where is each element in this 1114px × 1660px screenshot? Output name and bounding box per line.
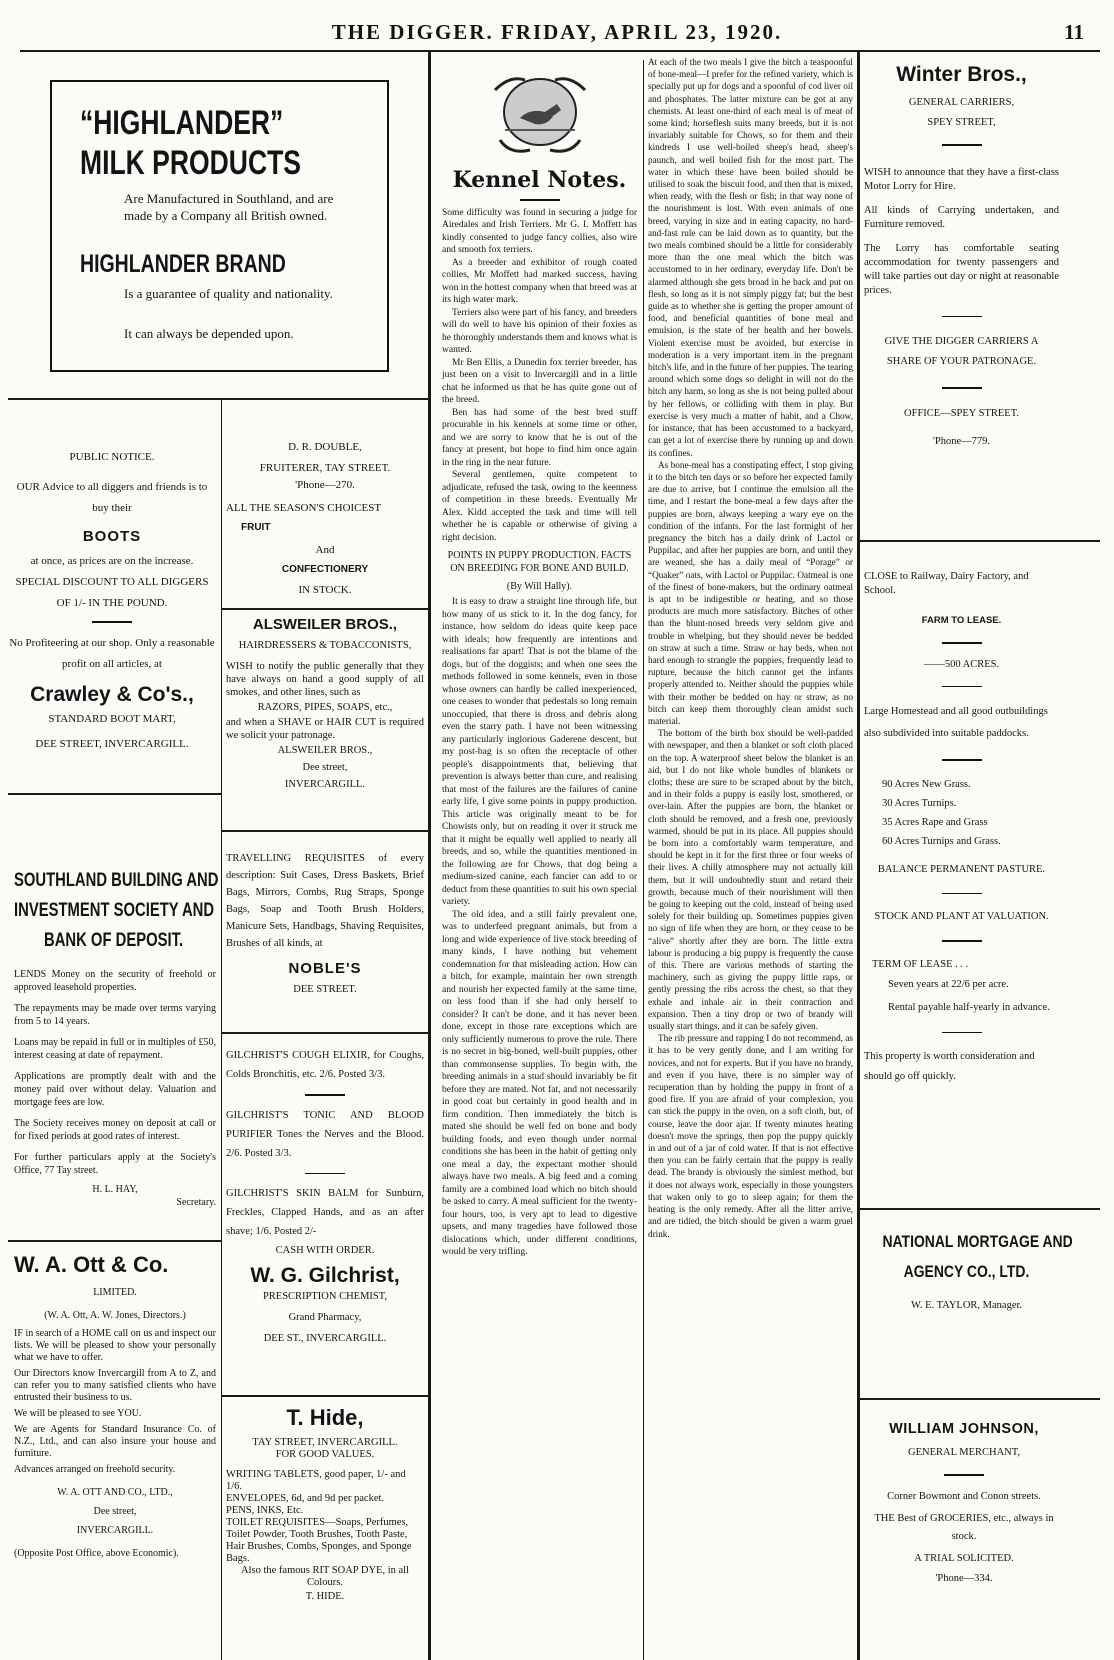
kennel-p8: The old idea, and a still fairly prevalent one, was to underfeed pregnant animals, but from a long and wide experience of live stock breeding of many kinds, I have nothing but vehement condemnation for that misleading action. How can a bitch, for example, maintain her own strength and nourish her expected family at the same time, on less food than if she had only herself to consider? It can't be done, and it has never been done, except in those rare exceptions which are only sufficiently numerous to prove the rule. There is no secret in big-boned, well-built puppies, other than commonsense supplies. To begin with, the breeding animals in a stud should invariably be fit before they are mated. Not fat, and not necessarily in good coat but certainly in good health and in firm condition. Then immediately the bitch is mated she should be well fed on bone and body building foods, and even though under normal conditions she has been in the habit of getting only one meal a day, the expectant mother should always have two meals. A big feed and a coming family are a combined load which no bitch should be asked to carry. A meal sufficient for the twenty-four hours, too, is very apt to lead to digestive upsets, and many tragedies have followed those dislocations which, under different conditions, would be very trifling. (442, 909, 637, 1257)
highlander-ad (50, 80, 389, 372)
crawley-mart: STANDARD BOOT MART, (48, 712, 176, 725)
winter-name: Winter Bros., (896, 63, 1027, 86)
kennel-p9: At each of the two meals I give the bitch a teaspoonful of bone-meal—I prefer for the refined variety, which is specially put up for dogs and a spoonful of cod liver oil and phosphates. The latter mixture can be got at any chemists. At least one-third of each meal is of meat of some kind; horseflesh suits many breeds, but it is not invariably suitable for Chows, so for them and their kindreds I use well-boiled sheep's head, sheep's paunch, and well boiled fish for the most part. The water in which these have been boiled should be utilised to soak the biscuit food, and then that is mixed, when ready, with the flesh or fish; in that way none of the nourishment is lost. With even animals of one breed, varying in size and in eating capacity, no hard-and-fast rule can be laid down as to quantity, but the two meals combined should be a little for considerably more than the one meal which the bitch was accustomed to in her ordinary, everyday life. Don't be alarmed although she gets broad in he back and put on flesh, so long as it is not simply piggy fat; but the best guide as to whether she is getting the proper amount of food, and beneficial quantities of bone meal and emulsion, is the state of her health and her bowels. Violent exercise must be avoided, but exercise in moderation is a very important item in the pregnant bitch's life, and in the future of her puppies. The tearing around which some dogs so delight in will not do the bitch any harm, so long as she is not being pulled about by her fellows, or colliding with them in play. But exercise is very much a matter of habit, and a Chow, for instance, that has been accustomed to a backyard, can get a lot of exercise there by running up and down its confines. (648, 57, 853, 458)
farm-ad (864, 570, 1059, 1087)
kennel-notes-continued (648, 56, 853, 1656)
southland-sign-title: Secretary. (176, 1197, 216, 1208)
alsweiler-trade: HAIRDRESSERS & TOBACCONISTS, (238, 640, 412, 651)
page-number: 11 (1064, 20, 1084, 44)
divider (944, 1474, 984, 1476)
kennel-subtitle: POINTS IN PUPPY PRODUCTION. FACTS ON BREEDING FOR BONE AND BUILD. (447, 550, 632, 574)
double-stock: IN STOCK. (298, 584, 352, 596)
gilchrist-cash: CASH WITH ORDER. (275, 1245, 375, 1256)
alsweiler-city: INVERCARGILL. (284, 779, 366, 790)
gilchrist-address: DEE ST., INVERCARGILL. (263, 1333, 387, 1344)
ott-p5: Advances arranged on freehold security. (14, 1464, 176, 1475)
section-rule (221, 1395, 428, 1397)
kennel-p12: The rib pressure and rapping I do not recommend, as it has to be very gently done, and I am writing for novices, and not for experts. But if you have no brandy, and even if you have, there is no simpler way of recuperation than by holding the puppy in front of a good fire. If you are afraid of your complexion, you can stick the puppy in the oven, on a soft cloth, but, of course, leave the door ajar. If twenty minutes heating doesn't move the springs, then pop the puppy quickly in and out of a jar of cold water. If that is not effective then you can be fairly certain that the puppy is really dead. The brandy is obviously the simlest method, but it does not always work, especially in those youngsters that waken only to go to sleep again; for them the heating is the only remedy. After all the litter arrive, and are tidied, the bitch should be given a warm gruel drink. (648, 1033, 853, 1239)
highlander-subtitle: MILK PRODUCTS (80, 144, 301, 182)
ott-street: Dee street, (93, 1506, 137, 1517)
ott-p2: Our Directors know Invercargill from A to Z, and can refer you to many satisfied clients who have entrusted their business to us. (14, 1368, 216, 1403)
highlander-depended: It can always be depended upon. (124, 326, 294, 341)
alsweiler-ad (226, 618, 424, 791)
double-ad (226, 440, 424, 598)
double-name: D. R. DOUBLE, (288, 441, 362, 453)
divider (942, 686, 982, 688)
hide-p5: Also the famous RIT SOAP DYE, in all Colours. (241, 1565, 409, 1588)
farm-homestead: Large Homestead and all good outbuildings also subdivided into suitable paddocks. (864, 706, 1048, 739)
column-rule (857, 52, 860, 1660)
divider (305, 1173, 345, 1175)
gilchrist-p1: GILCHRIST'S COUGH ELIXIR, for Coughs, Colds Bronchitis, etc. 2/6. Posted 3/3. (226, 1050, 424, 1080)
ott-name: W. A. Ott & Co. (14, 1252, 169, 1277)
divider (942, 940, 982, 942)
hide-values: FOR GOOD VALUES. (275, 1449, 375, 1460)
winter-p2: All kinds of Carrying undertaken, and Furniture removed. (864, 204, 1059, 230)
kennel-p1: Some difficulty was found in securing a judge for Airedales and Irish Terriers. Mr G. I. Moffett has kindly consented to judge fancy collies, also wire and smooth fox terriers. (442, 207, 637, 255)
kennel-p6: Several gentlemen, quite competent to adjudicate, refused the task, owing to the keenness of competition in these breeds. Eventually Mr Alex. Kidd accepted the task and time will tell whether he is capable or otherwise of giving a right decision. (442, 470, 637, 543)
double-season: ALL THE SEASON'S CHOICEST (226, 502, 382, 514)
column-rule (428, 52, 431, 1660)
farm-stock: STOCK AND PLANT AT VALUATION. (874, 911, 1049, 922)
southland-p5: The Society receives money on deposit at call or for fixed periods at good rates of interest. (14, 1118, 216, 1142)
section-rule (8, 398, 428, 400)
farm-worth: This property is worth consideration and should go off quickly. (864, 1051, 1035, 1082)
johnson-phone: 'Phone—334. (935, 1572, 993, 1584)
divider (942, 759, 982, 761)
farm-list-item: 30 Acres Turnips. (882, 797, 957, 809)
farm-acres: ——500 ACRES. (923, 658, 1000, 670)
double-fruit: FRUIT (241, 522, 271, 533)
kennel-p7: It is easy to draw a straight line through life, but how many of us stick to it. In the dog fancy, for instance, how seldom do ideas quite keep pace with ideals; how frequently are intentions and realisations far apart! That is not the blame of the dogs, but of the doggists; and when one sees the methods followed in some kennels, even in those whose owners can hardly be called inexperienced, one ceases to wonder that pedestals so long remain unoccupied, that there is dross and debris along even the starry path. I have not been witnessing any particularly inglorious Gaderene descent, but my post-bag is so often the receptacle of other people's disappointments that, believing that prevention is always better than cure, and realising that most of the failures are the failures of canine early life, I give some points in puppy production. This article was originally meant to be for Chowists only, but on reading it over it struck me that it might be equally well applied to nearly all breeds, and so, while the quantities mentioned in the following are for Chows, that dog being a medium-sized canine, each fancier can add to or deduct from these quantities to suit his own special variety. (442, 597, 637, 907)
winter-phone: 'Phone—779. (932, 435, 991, 447)
johnson-ad (864, 1422, 1064, 1586)
johnson-trade: GENERAL MERCHANT, (908, 1447, 1020, 1458)
johnson-trial: A TRIAL SOLICITED. (914, 1552, 1014, 1564)
ott-p4: We are Agents for Standard Insurance Co. of N.Z., Ltd., and can also insure your house and furniture. (14, 1424, 216, 1459)
divider (942, 144, 982, 146)
ott-limited: LIMITED. (93, 1287, 137, 1298)
winter-p3: The Lorry has comfortable seating accommodation for twenty passengers and will take parties out day or night at reasonable prices. (864, 242, 1059, 296)
farm-pasture: BALANCE PERMANENT PASTURE. (877, 863, 1046, 875)
ott-company: W. A. OTT AND CO., LTD., (57, 1487, 173, 1498)
kennel-p2: As a breeder and exhibitor of rough coated collies, Mr Moffett had marked success, having won in the hottest company when that breed was at its high water mark. (442, 257, 637, 305)
dog-illustration (485, 60, 595, 165)
alsweiler-name: ALSWEILER BROS., (252, 616, 398, 633)
southland-p6: For further particulars apply at the Society's Office, 77 Tay street. (14, 1152, 216, 1176)
ott-city: INVERCARGILL. (76, 1525, 154, 1536)
farm-title: FARM TO LEASE. (921, 615, 1002, 626)
divider (942, 1032, 982, 1034)
winter-office: OFFICE—SPEY STREET. (904, 407, 1019, 419)
hide-p4: TOILET REQUISITES—Soaps, Perfumes, Toilet Powder, Tooth Brushes, Tooth Paste, Hair Brushes, Combs, Sponges, and Sponge Bags. (226, 1517, 412, 1564)
southland-title-2: INVESTMENT SOCIETY AND (14, 900, 215, 921)
southland-p2: The repayments may be made over terms varying from 5 to 14 years. (14, 1003, 216, 1027)
double-and: And (315, 544, 335, 556)
southland-title-1: SOUTHLAND BUILDING AND (14, 870, 219, 891)
crawley-increase: at once, as prices are on the increase. (30, 555, 194, 567)
hide-ad (226, 1405, 424, 1603)
section-rule (221, 608, 428, 610)
section-rule (221, 830, 428, 832)
mortgage-title-2: AGENCY CO., LTD. (903, 1262, 1030, 1281)
mortgage-ad (864, 1232, 1073, 1311)
kennel-p10: As bone-meal has a constipating effect, I stop giving it to the bitch ten days or so before her expected family are due to arrive, but I continue the emulsion all the time, and I restart the bone-meal a few days after the puppies are born, always keeping a wary eye on the condition of the infants. For the last fortnight of her pregnancy the bitch has a daily drink of Lactol or Puppilac, and after her puppies are born, and until they are weaned, she has a daily meal of “Porage” or “Quaker” oats, with Lactol or Puppilac. Oatmeal is one of the finest of bone-makers, but the ordinary oatmeal is apt to be indigestible or heating, and so those products are much more satisfactory. Bitches of other than the blunt-nosed breeds very seldom give and trouble in whelping, but they should never be bedded on straw at such a time. Straw or hay beds, when not hard enough to strangle the puppies, frequently lead to rupture, because the bitch cannot get the infants properly attended to. Neither should the puppies while with their mother be bedded on hay or straw, as no bitch can keep them thoroughly clean amidst such material. (648, 459, 853, 726)
double-confectionery: CONFECTIONERY (281, 564, 369, 575)
crawley-ad (8, 450, 216, 752)
southland-sign: H. L. HAY, (92, 1184, 138, 1195)
kennel-p4: Mr Ben Ellis, a Dunedin fox terrier breeder, has just been on a visit to Invercargill and in a little chat he informed us that he has quite gone out of the breed. (442, 357, 637, 405)
winter-give-2: SHARE OF YOUR PATRONAGE. (886, 356, 1037, 367)
ott-directors: (W. A. Ott, A. W. Jones, Directors.) (44, 1310, 186, 1321)
gilchrist-trade: PRESCRIPTION CHEMIST, (262, 1291, 388, 1302)
ott-p1: IF in search of a HOME call on us and inspect our lists. We will be pleased to show your personally what we have to offer. (14, 1328, 216, 1363)
masthead-rule (20, 50, 1100, 52)
gilchrist-p2: GILCHRIST'S TONIC AND BLOOD PURIFIER Tones the Nerves and the Blood. 2/6. Posted 3/3. (226, 1109, 424, 1159)
crawley-discount: SPECIAL DISCOUNT TO ALL DIGGERS (15, 576, 209, 588)
kennel-p3: Terriers also were part of his fancy, and breeders will do well to have his opinion of their foxies as he thoroughly understands them and knows what is wanted. (442, 307, 637, 355)
divider (942, 893, 982, 895)
gilchrist-pharmacy: Grand Pharmacy, (288, 1312, 362, 1323)
mortgage-manager: W. E. TAYLOR, Manager. (910, 1300, 1023, 1311)
highlander-title: “HIGHLANDER” (80, 104, 284, 142)
gilchrist-name: W. G. Gilchrist, (250, 1264, 400, 1287)
section-rule (8, 1240, 221, 1242)
highlander-text: Are Manufactured in Southland, and are made by a Company all British owned. (124, 191, 334, 223)
hide-address: TAY STREET, INVERCARGILL. (252, 1437, 398, 1448)
divider (942, 387, 982, 389)
divider (520, 199, 560, 201)
farm-term: TERM OF LEASE . . . (872, 958, 969, 970)
southland-p1: LENDS Money on the security of freehold or approved leasehold properties. (14, 969, 216, 993)
alsweiler-street: Dee street, (302, 762, 348, 773)
farm-close: CLOSE to Railway, Dairy Factory, and School. (864, 571, 1029, 596)
divider (92, 621, 132, 623)
crawley-boots: BOOTS (82, 528, 142, 545)
southland-title-3: BANK OF DEPOSIT. (44, 930, 184, 951)
double-phone: 'Phone—270. (295, 479, 355, 491)
crawley-profiteering: No Profiteering at our shop. Only a reasonable profit on all articles, at (9, 636, 215, 670)
nobles-street: DEE STREET. (293, 984, 357, 995)
farm-list (882, 775, 1059, 851)
alsweiler-p3: and when a SHAVE or HAIR CUT is required we solicit your patronage. (226, 717, 424, 741)
farm-rental: Rental payable half-yearly in advance. (888, 1001, 1050, 1013)
gilchrist-p3: GILCHRIST'S SKIN BALM for Sunburn, Freckles, Clapped Hands, and as an after shave; 1/6. Posted 2/- (226, 1188, 424, 1237)
crawley-name: Crawley & Co's., (30, 682, 194, 706)
hide-p2: ENVELOPES, 6d, and 9d per packet. (226, 1493, 385, 1504)
johnson-best: THE Best of GROCERIES, etc., always in stock. (874, 1512, 1054, 1542)
hide-name: T. Hide, (286, 1405, 364, 1430)
winter-p1: WISH to announce that they have a first-class Motor Lorry for Hire. (864, 166, 1059, 192)
farm-list-item: 35 Acres Rape and Grass (882, 816, 988, 828)
divider (305, 1094, 345, 1096)
hide-sign: T. HIDE. (305, 1591, 345, 1602)
johnson-name: WILLIAM JOHNSON, (889, 1421, 1039, 1437)
ott-ad (14, 1252, 216, 1560)
winter-street: SPEY STREET, (927, 117, 996, 128)
divider (942, 316, 982, 318)
gilchrist-ad (226, 1046, 424, 1348)
column-rule (221, 398, 222, 1660)
kennel-notes (442, 60, 637, 1259)
farm-years: Seven years at 22/6 per acre. (888, 978, 1009, 990)
section-rule (8, 793, 221, 795)
crawley-discount-amount: OF 1/- IN THE POUND. (56, 597, 168, 609)
masthead (0, 0, 1114, 50)
southland-ad (14, 868, 219, 1209)
section-rule (860, 540, 1100, 542)
alsweiler-sign: ALSWEILER BROS., (277, 745, 373, 756)
kennel-title: Kennel Notes. (452, 167, 627, 193)
nobles-p1: TRAVELLING REQUISITES of every description: Suit Cases, Dress Baskets, Brief Bags, Mirrors, Combs, Rug Straps, Sponge Bags, Soap and Tooth Brush Holders, Manicure Sets, Handbags, Shaving Requisites, Brushes of all kinds, at (226, 853, 424, 949)
winter-ad (864, 62, 1059, 449)
winter-give-1: GIVE THE DIGGER CARRIERS A (884, 336, 1039, 347)
alsweiler-p2: RAZORS, PIPES, SOAPS, etc., (257, 702, 393, 713)
column-rule (643, 60, 644, 1660)
hide-p1: WRITING TABLETS, good paper, 1/- and 1/6. (226, 1469, 406, 1492)
public-notice: PUBLIC NOTICE. (69, 451, 155, 463)
masthead-title: THE DIGGER. FRIDAY, APRIL 23, 1920. (331, 20, 783, 44)
kennel-p11: The bottom of the birth box should be well-padded with newspaper, and then a blanket or soft cloth placed on the top. A waterproof sheet below the blanket is an aid, but I do not like whole bundles of blankets or cloths; these are sure to be scraped about by the bitch, and in their folds a puppy is easily lost, smothered, or over-lain. After the puppies are born, the blanket or cloth should be removed, and a fresh one, previously warmed, should be put in its place. All puppies should be born into a comfortably warm temperature, and should be kept in it for the first three or four weeks of their lives. A chilly atmosphere may not actually kill them, but it will undoubtedly stunt and retard their growth, because much of their nourishment will then be going to keeping out the cold, instead of being used solely for their building up. Sometimes puppies given no sign of life when they are born, or they cease to be “alive” shortly after they are born. The little extra labour is producing a big puppy is frequently the cause of this. There are various methods of starting the machinery, such as giving the puppy little raps, or gently pressing the ribs across the chest, so that they exhale and inhale air in their contraction and expansion. Then a tiny drop or two of brandy will usually start things, and it can be safely given. (648, 728, 853, 1032)
kennel-p5: Ben has had some of the best bred stuff procurable in his kennels at some time or other, and we are sorry to know that he is out of the fancy at present, but hope to find him once again in the ring in the near future. (442, 407, 637, 468)
southland-p3: Loans may be repaid in full or in multiples of £50, interest ceasing at date of repayment. (14, 1037, 216, 1061)
section-rule (860, 1398, 1100, 1400)
crawley-advice: OUR Advice to all diggers and friends is to buy their (16, 481, 208, 514)
divider (942, 642, 982, 644)
section-rule (860, 1208, 1100, 1210)
alsweiler-p1: WISH to notify the public generally that they have always on hand a good supply of all smokes, and other lines, such as (226, 661, 424, 698)
farm-list-item: 90 Acres New Grass. (882, 778, 971, 790)
nobles-name: NOBLE'S (288, 960, 362, 977)
johnson-corner: Corner Bowmont and Conon streets. (887, 1490, 1041, 1502)
highlander-guarantee: Is a guarantee of quality and nationality. (124, 286, 333, 301)
nobles-ad (226, 850, 424, 998)
double-trade: FRUITERER, TAY STREET. (259, 462, 391, 474)
hide-p3: PENS, INKS, Etc. (226, 1505, 304, 1516)
crawley-address: DEE STREET, INVERCARGILL. (35, 737, 189, 750)
highlander-brand: HIGHLANDER BRAND (80, 250, 286, 278)
mortgage-title-1: NATIONAL MORTGAGE AND (882, 1232, 1073, 1251)
farm-list-item: 60 Acres Turnips and Grass. (882, 835, 1001, 847)
ott-opposite: (Opposite Post Office, above Economic). (14, 1548, 179, 1559)
southland-p4: Applications are promptly dealt with and the money paid over without delay. Valuation and mortgage fees are low. (14, 1071, 216, 1108)
ott-p3: We will be pleased to see YOU. (14, 1408, 142, 1419)
winter-trade: GENERAL CARRIERS, (908, 97, 1015, 108)
section-rule (221, 1032, 428, 1034)
kennel-byline: (By Will Hally). (506, 581, 573, 592)
